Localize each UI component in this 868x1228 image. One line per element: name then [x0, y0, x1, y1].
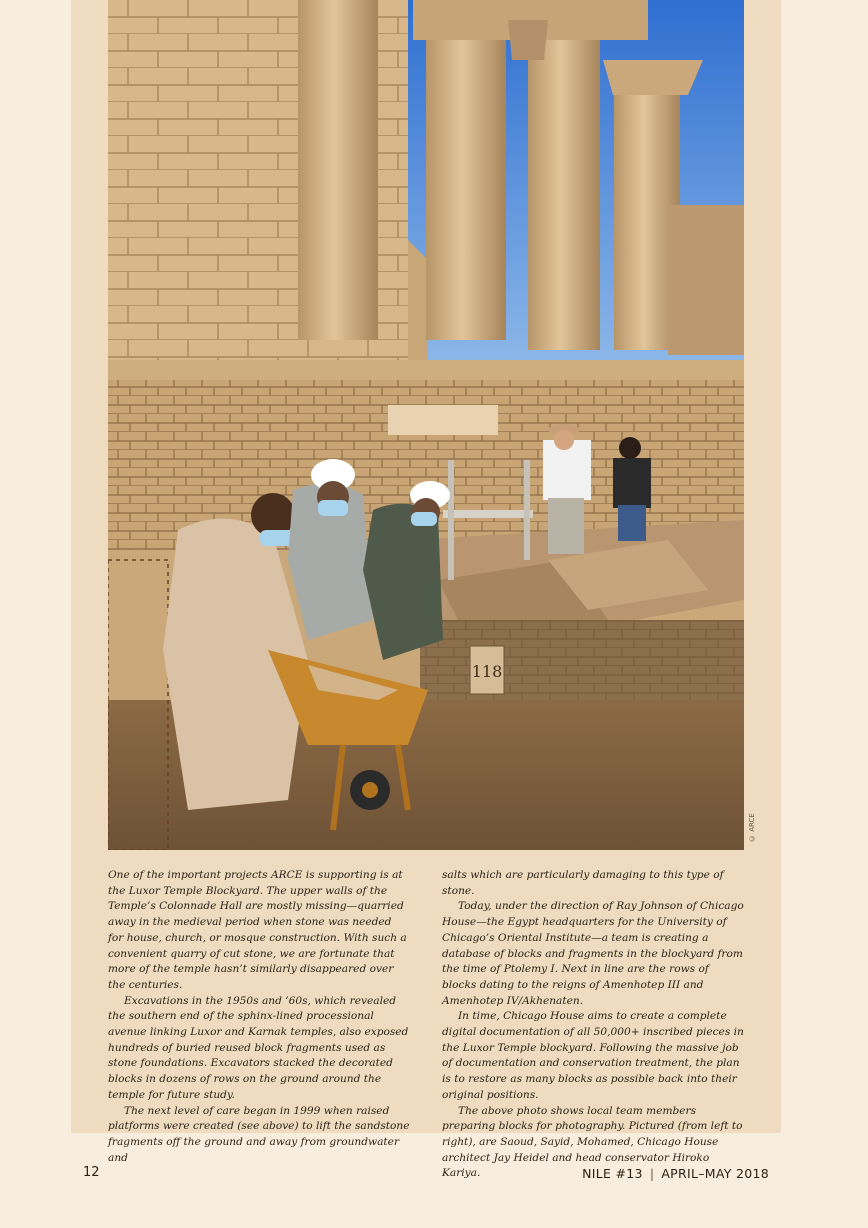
footer-separator: |: [649, 1166, 655, 1181]
issue-date: APRIL–MAY 2018: [661, 1166, 769, 1181]
photo-illustration: [108, 0, 744, 850]
caption-paragraph: Today, under the direction of Ray Johnson of Chicago House—the Egypt headquarters for the University of Chicago’s Oriental Institute—a team is creating a database of blocks and fragments in the blockyard from the time of Ptolemy I. Next in line are the rows of blocks dating to the reigns of Amenhotep III and Amenhotep IV/Akhenaten.: [442, 900, 744, 1007]
caption-paragraph: Excavations in the 1950s and ’60s, which revealed the southern end of the sphinx-lined processional avenue linking Luxor and Karnak temples, also exposed hundreds of buried reused block fragments used as stone foundations. Excavators stacked the decorated blocks in dozens of rows on the ground around the temple for future study.: [108, 994, 409, 1101]
caption-paragraph: In time, Chicago House aims to create a complete digital documentation of all 50,000+ inscribed pieces in the Luxor Temple blockyard. Following the massive job of documentation and conservation treatment, the plan is to restore as many blocks as possible back into their original positions.: [442, 1010, 744, 1101]
caption-paragraph: The next level of care began in 1999 when raised platforms were created (see above) to lift the sandstone fragments off the ground and away from groundwater and: [108, 1104, 410, 1164]
magazine-title: NILE #13: [582, 1166, 643, 1181]
caption-column-right: [442, 868, 744, 1182]
caption-body: [108, 868, 744, 1182]
caption-paragraph: The above photo shows local team members preparing blocks for photography. Pictured (from left to right), are Saoud, Sayid, Mohamed, Chicago House architect Jay Heidel and head conservator Hiroko Kariya.: [442, 1104, 743, 1180]
caption-paragraph: One of the important projects ARCE is supporting is at the Luxor Temple Blockyard. The upper walls of the Temple’s Colonnade Hall are mostly missing—quarried away in the medieval period when stone was needed for house, church, or mosque construction. With such a convenient quarry of cut stone, we are fortunate that more of the temple hasn’t similarly disappeared over the centuries.: [108, 869, 407, 991]
running-footer: [582, 1166, 769, 1181]
caption-paragraph: salts which are particularly damaging to this type of stone.: [442, 869, 724, 897]
page-number: 12: [83, 1165, 100, 1180]
photo-credit: © ARCE: [748, 813, 756, 843]
block-number-label: 118: [471, 662, 503, 681]
caption-column-left: [108, 868, 410, 1182]
temple-photo: [108, 0, 744, 850]
